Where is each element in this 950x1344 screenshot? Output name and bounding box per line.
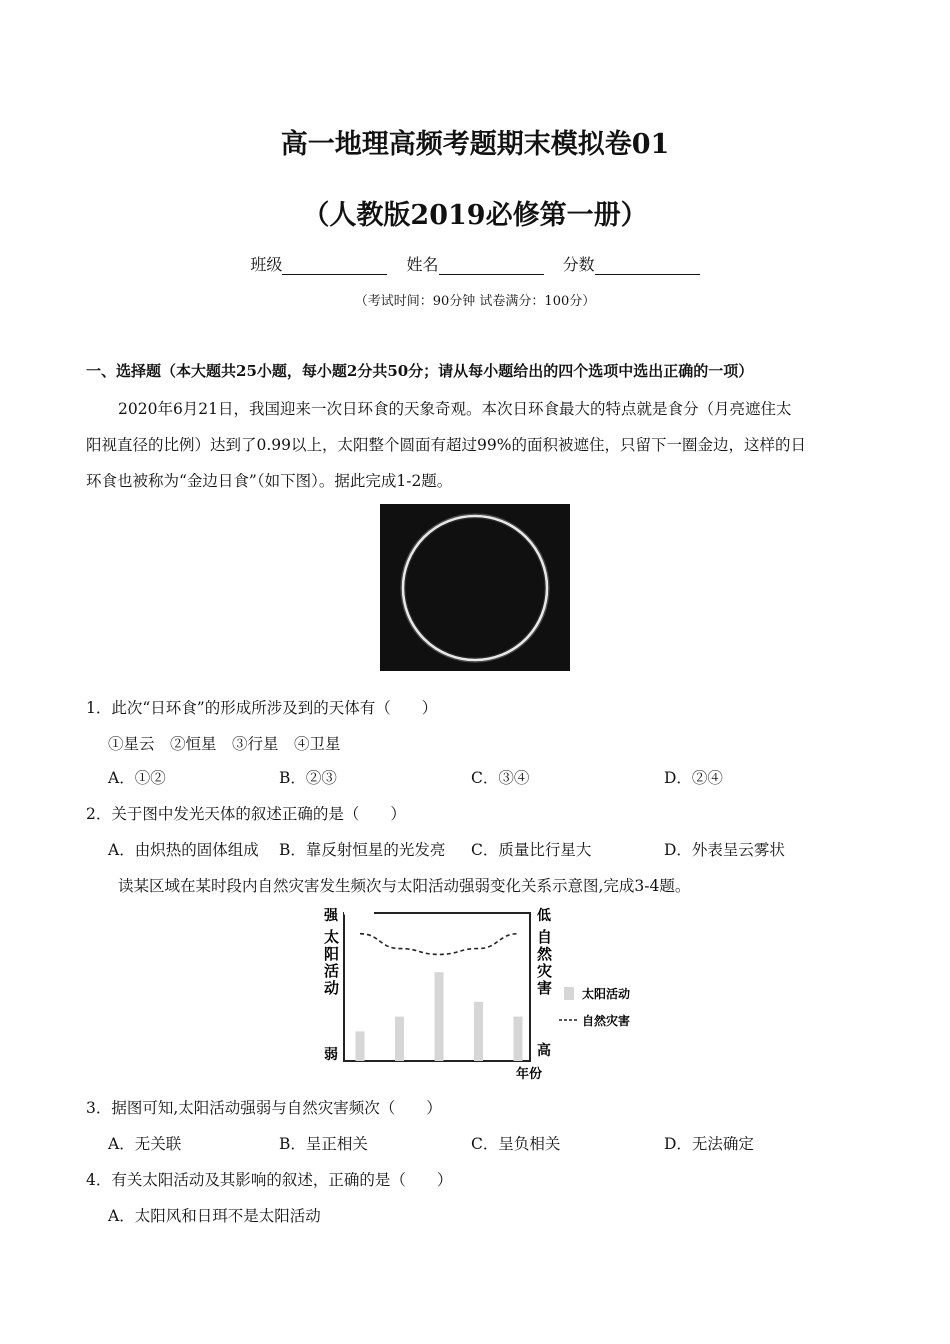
q2-option-d[interactable]: D．外表呈云雾状 xyxy=(664,841,785,859)
passage-1-line: 2020年6月21日，我国迎来一次日环食的天象奇观。本次日环食最大的特点就是食分（月亮遮住太 xyxy=(118,400,792,418)
passage-1 xyxy=(86,391,866,499)
q1-option-d[interactable]: D．②④ xyxy=(664,769,723,787)
left-axis-top: 强 xyxy=(324,908,338,924)
solar-activity-bar xyxy=(514,1017,523,1061)
legend-disaster: 自然灾害 xyxy=(582,1014,631,1028)
name-blank[interactable] xyxy=(439,256,544,275)
q2-option-a[interactable]: A．由炽热的固体组成 xyxy=(108,841,259,859)
exam-info: （考试时间：90分钟 试卷满分：100分） xyxy=(354,294,596,309)
left-axis-label: 太阳活动 xyxy=(324,928,340,997)
x-axis-label: 年份 xyxy=(516,1067,543,1082)
question-1-stem: 1．此次“日环食”的形成所涉及到的天体有（ ） xyxy=(86,699,438,717)
right-axis-label: 自然灾害 xyxy=(537,928,553,997)
passage-1-line: 阳视直径的比例）达到了0.99以上，太阳整个圆面有超过99%的面积被遮住，只留下一圈金边，这样的日 xyxy=(86,436,806,454)
page-subtitle: （人教版2019必修第一册） xyxy=(302,200,648,231)
question-1-items: ①星云 ②恒星 ③行星 ④卫星 xyxy=(108,735,341,753)
q4-option-a[interactable]: A．太阳风和日珥不是太阳活动 xyxy=(108,1207,321,1225)
q3-option-a[interactable]: A．无关联 xyxy=(108,1135,182,1153)
class-blank[interactable] xyxy=(282,256,387,275)
score-blank[interactable] xyxy=(595,256,700,275)
solar-activity-bar xyxy=(356,1031,365,1061)
question-4-stem: 4．有关太阳活动及其影响的叙述，正确的是（ ） xyxy=(86,1171,453,1189)
disaster-curve xyxy=(360,934,518,955)
legend-bar-swatch xyxy=(564,987,574,1000)
q1-option-b[interactable]: B．②③ xyxy=(279,769,337,787)
right-axis-top: 低 xyxy=(537,908,551,924)
annular-eclipse-image xyxy=(380,504,570,671)
right-axis-bottom: 高 xyxy=(537,1043,551,1059)
student-info-row xyxy=(0,252,950,275)
q1-option-c[interactable]: C．③④ xyxy=(471,769,530,787)
left-axis-bottom: 弱 xyxy=(324,1047,338,1063)
score-label: 分数 xyxy=(562,255,595,274)
q3-option-d[interactable]: D．无法确定 xyxy=(664,1135,754,1153)
q3-option-c[interactable]: C．呈负相关 xyxy=(471,1135,561,1153)
class-label: 班级 xyxy=(250,255,283,274)
legend-solar: 太阳活动 xyxy=(582,987,631,1001)
question-3-stem: 3．据图可知,太阳活动强弱与自然灾害频次（ ） xyxy=(86,1099,442,1117)
solar-activity-bar xyxy=(395,1017,404,1061)
passage-1-line: 环食也被称为“金边日食”（如下图）。据此完成1-2题。 xyxy=(86,472,453,490)
name-label: 姓名 xyxy=(406,255,439,274)
solar-activity-bar xyxy=(474,1002,483,1061)
question-2-stem: 2．关于图中发光天体的叙述正确的是（ ） xyxy=(86,805,406,823)
eclipse-ring-icon xyxy=(380,504,570,671)
q2-option-c[interactable]: C．质量比行星大 xyxy=(471,841,592,859)
solar-disaster-chart xyxy=(300,900,650,1085)
solar-activity-bar xyxy=(435,972,444,1061)
q1-option-a[interactable]: A．①② xyxy=(108,769,166,787)
chart-svg xyxy=(300,900,650,1085)
q3-option-b[interactable]: B．呈正相关 xyxy=(279,1135,368,1153)
q2-option-b[interactable]: B．靠反射恒星的光发亮 xyxy=(279,841,446,859)
passage-2: 读某区域在某时段内自然灾害发生频次与太阳活动强弱变化关系示意图,完成3-4题。 xyxy=(118,877,691,895)
section-heading: 一、选择题（本大题共25小题，每小题2分共50分；请从每小题给出的四个选项中选出正确的一项） xyxy=(86,362,754,380)
page-title: 高一地理高频考题期末模拟卷01 xyxy=(280,129,670,160)
